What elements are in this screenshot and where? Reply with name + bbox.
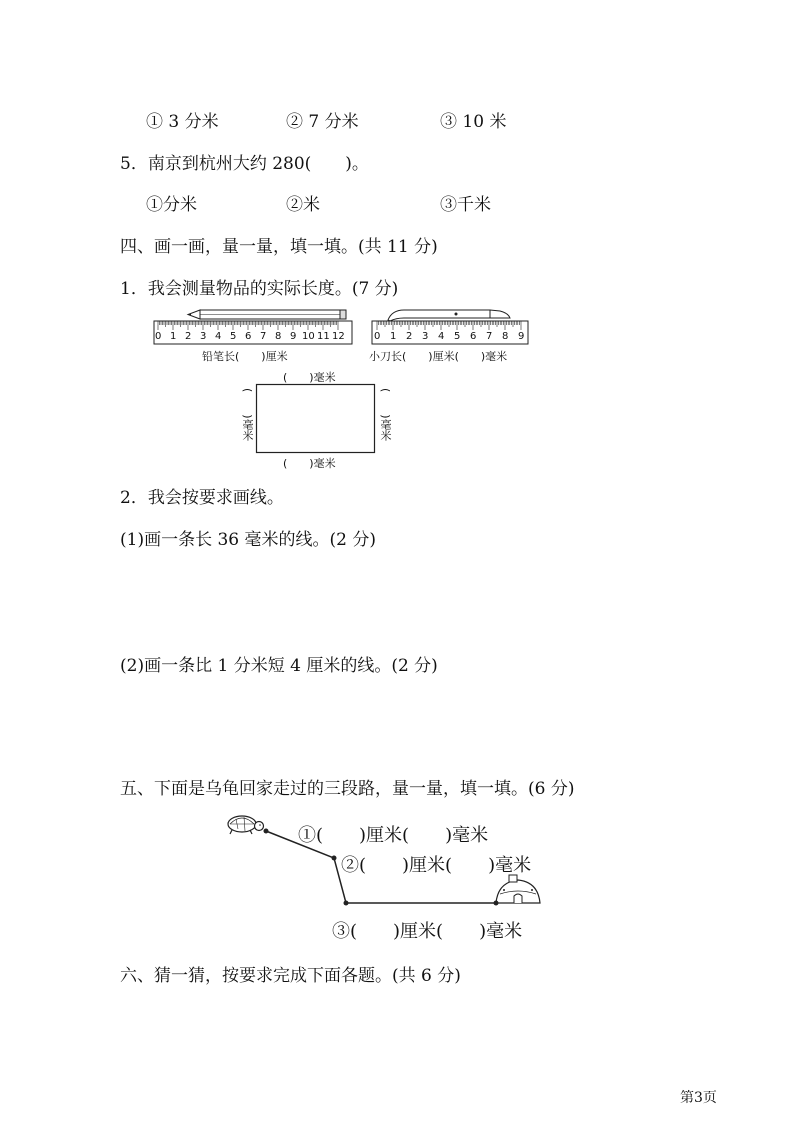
segment-2-label: ②( )厘米( )毫米	[341, 855, 532, 876]
ruler-1-tick-label: 3	[200, 331, 207, 342]
section-4-q2-sub1: (1)画一条长 36 毫米的线。(2 分)	[120, 530, 377, 550]
ruler-2-tick-label: 0	[374, 331, 381, 342]
option-10m: ③ 10 米	[440, 112, 507, 132]
ruler-1-tick-label: 12	[332, 331, 345, 342]
pencil-length-label: 铅笔长( )厘米	[202, 350, 288, 363]
ruler-2-tick-label: 5	[454, 331, 461, 342]
ruler-1-tick-label: 2	[185, 331, 192, 342]
turtle-icon	[228, 816, 264, 834]
ruler-1-tick-label: 7	[260, 331, 267, 342]
ruler-1-tick-label: 5	[230, 331, 237, 342]
section-6-title: 六、猜一猜，按要求完成下面各题。(共 6 分)	[120, 966, 461, 986]
house-icon	[496, 875, 540, 903]
ruler-1-tick-label: 0	[155, 331, 162, 342]
ruler-2-tick-label: 2	[406, 331, 413, 342]
knife-length-label: 小刀长( )厘米( )毫米	[369, 350, 508, 363]
ruler-2-labels	[370, 331, 530, 345]
ruler-2-tick-label: 1	[390, 331, 397, 342]
section-5-title: 五、下面是乌龟回家走过的三段路，量一量，填一填。(6 分)	[120, 779, 575, 799]
page-number: 第3页	[680, 1090, 717, 1106]
pencil-icon	[188, 310, 346, 319]
ruler-2-tick-label: 6	[470, 331, 477, 342]
ruler-1-labels	[154, 331, 354, 345]
section-4-q1-stem: 1．我会测量物品的实际长度。(7 分)	[120, 279, 399, 299]
rect-bottom-label: ( )毫米	[283, 457, 336, 470]
ruler-2-tick-label: 9	[518, 331, 525, 342]
ruler-1-tick-label: 11	[317, 331, 330, 342]
ruler-1-tick-label: 8	[275, 331, 282, 342]
ruler-1-tick-label: 1	[170, 331, 177, 342]
ruler-2-tick-label: 3	[422, 331, 429, 342]
section-4-q2-sub2: (2)画一条比 1 分米短 4 厘米的线。(2 分)	[120, 656, 438, 676]
ruler-1-tick-label: 6	[245, 331, 252, 342]
option-3dm: ① 3 分米	[146, 112, 219, 132]
rect-right-label: ( )毫米	[379, 388, 392, 441]
option-kilometer: ③千米	[440, 195, 491, 215]
section-4-title: 四、画一画，量一量，填一填。(共 11 分)	[120, 237, 438, 257]
ruler-2-tick-label: 7	[486, 331, 493, 342]
option-7dm: ② 7 分米	[286, 112, 359, 132]
knife-icon	[388, 310, 510, 321]
rect-left-label: ( )毫米	[241, 388, 254, 441]
ruler-1-tick-label: 4	[215, 331, 222, 342]
segment-3-label: ③( )厘米( )毫米	[332, 921, 523, 942]
segment-1-label: ①( )厘米( )毫米	[298, 825, 489, 846]
ruler-2-tick-label: 8	[502, 331, 509, 342]
section-4-q2-stem: 2．我会按要求画线。	[120, 488, 284, 508]
ruler-1-tick-label: 10	[302, 331, 315, 342]
option-decimeter: ①分米	[146, 195, 197, 215]
rect-top-label: ( )毫米	[283, 371, 336, 384]
option-meter: ②米	[286, 195, 320, 215]
ruler-1-tick-label: 9	[290, 331, 297, 342]
question-5-stem: 5．南京到杭州大约 280( )。	[120, 154, 369, 174]
ruler-2-tick-label: 4	[438, 331, 445, 342]
measure-rectangle	[256, 384, 376, 454]
